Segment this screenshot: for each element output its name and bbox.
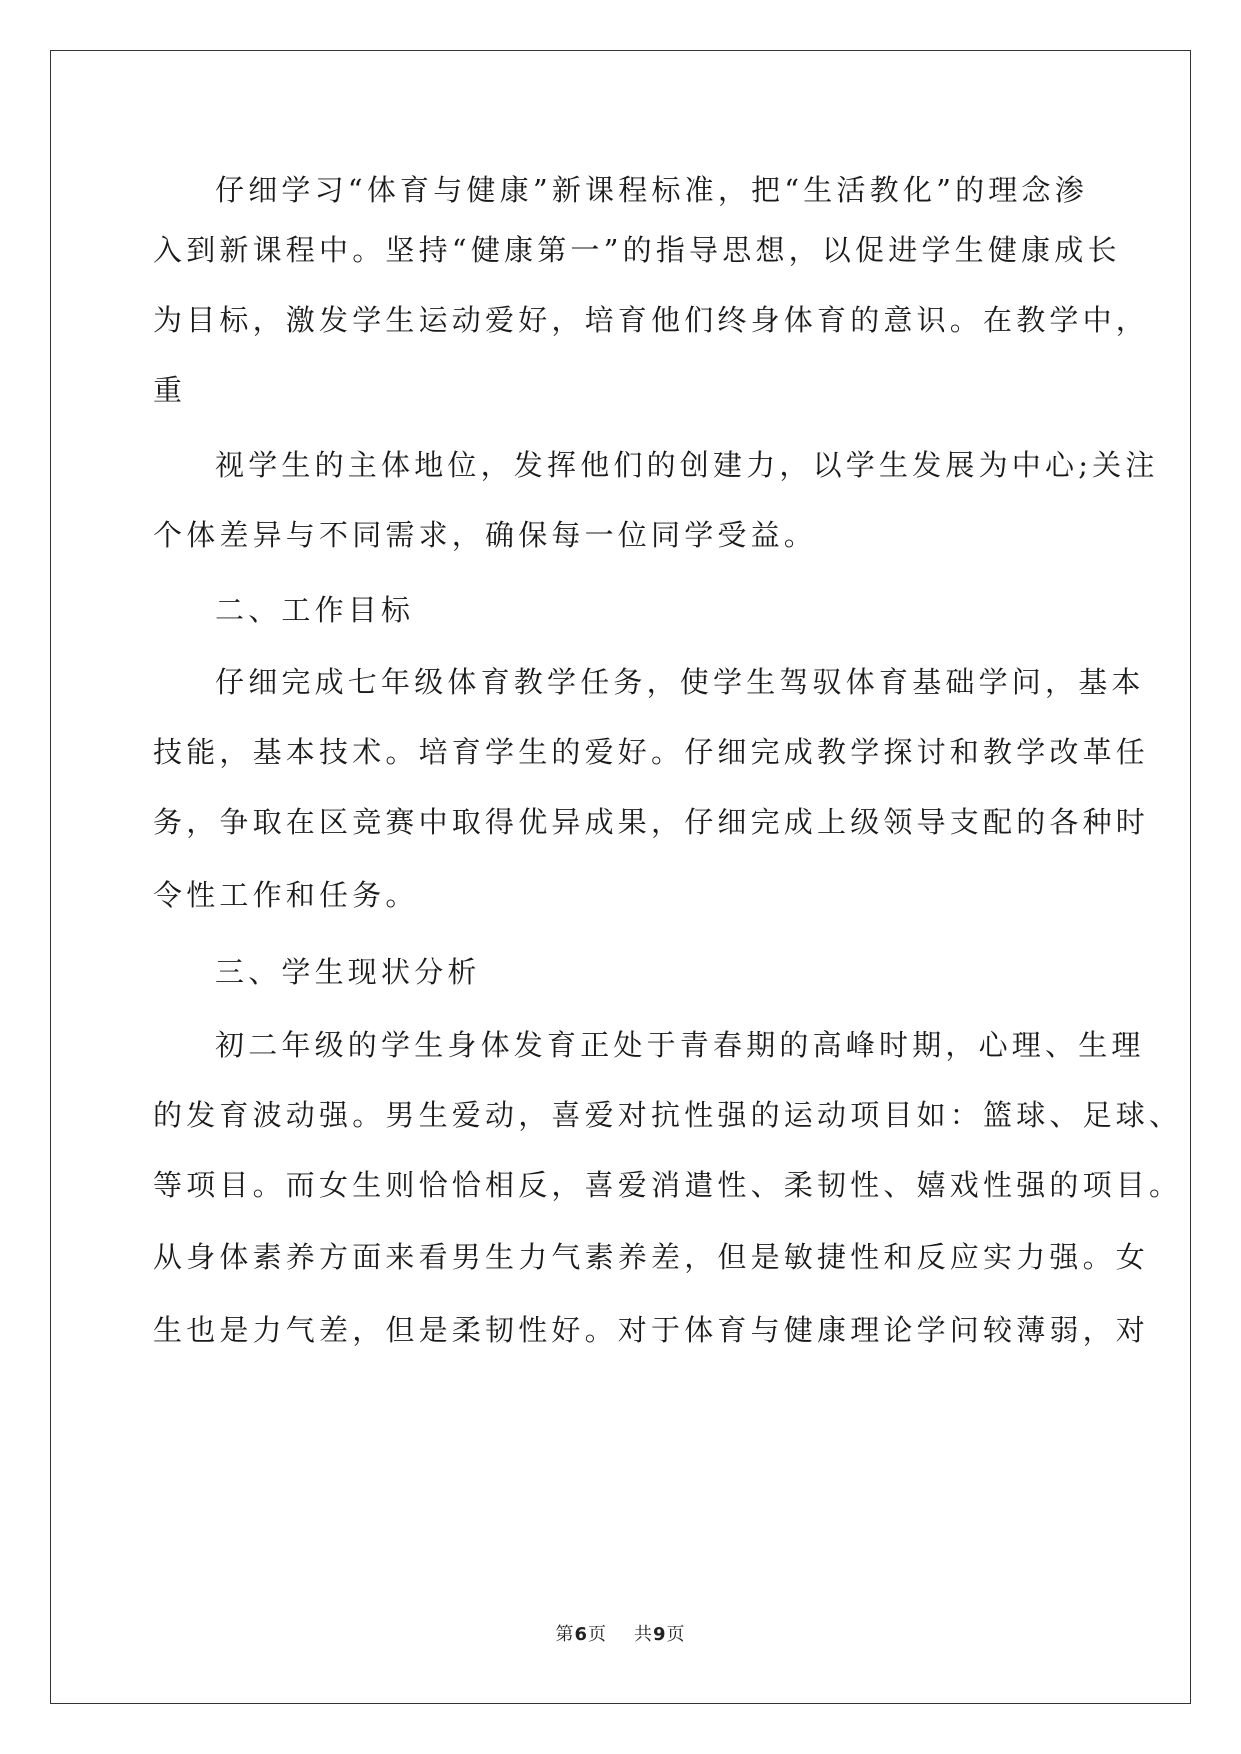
paragraph-line: 重: [153, 373, 187, 407]
total-pages-number: 9: [652, 1624, 667, 1645]
paragraph-line: 的发育波动强。男生爱动，喜爱对抗性强的运动项目如：篮球、足球、: [153, 1098, 1183, 1132]
paragraph-line: 仔细完成七年级体育教学任务，使学生驾驭体育基础学问，基本: [215, 665, 1145, 699]
paragraph-line: 初二年级的学生身体发育正处于青春期的高峰时期，心理、生理: [215, 1028, 1145, 1062]
paragraph-line: 入到新课程中。坚持“健康第一”的指导思想，以促进学生健康成长: [153, 233, 1121, 267]
paragraph-line: 务，争取在区竞赛中取得优异成果，仔细完成上级领导支配的各种时: [153, 805, 1150, 839]
section-heading: 三、学生现状分析: [215, 955, 481, 989]
paragraph-line: 生也是力气差，但是柔韧性好。对于体育与健康理论学问较薄弱，对: [153, 1313, 1150, 1347]
paragraph-line: 视学生的主体地位，发挥他们的创建力，以学生发展为中心;关注: [215, 448, 1159, 482]
page-footer: [0, 1620, 1241, 1646]
paragraph-line: 个体差异与不同需求，确保每一位同学受益。: [153, 518, 818, 552]
paragraph-line: 等项目。而女生则恰恰相反，喜爱消遣性、柔韧性、嬉戏性强的项目。: [153, 1168, 1183, 1202]
footer-total-prefix: 共: [633, 1624, 653, 1645]
footer-prefix: 第: [555, 1624, 575, 1645]
paragraph-line: 为目标，激发学生运动爱好，培育他们终身体育的意识。在教学中，: [153, 303, 1150, 337]
paragraph-line: 技能，基本技术。培育学生的爱好。仔细完成教学探讨和教学改革任: [153, 735, 1150, 769]
paragraph-line: 从身体素养方面来看男生力气素养差，但是敏捷性和反应实力强。女: [153, 1240, 1150, 1274]
current-page-number: 6: [574, 1624, 589, 1645]
paragraph-line: 仔细学习“体育与健康”新课程标准，把“生活教化”的理念渗: [215, 173, 1088, 207]
footer-page-unit: 页: [588, 1624, 608, 1645]
footer-total-unit: 页: [666, 1624, 686, 1645]
section-heading: 二、工作目标: [215, 593, 415, 627]
paragraph-line: 令性工作和任务。: [153, 878, 419, 912]
